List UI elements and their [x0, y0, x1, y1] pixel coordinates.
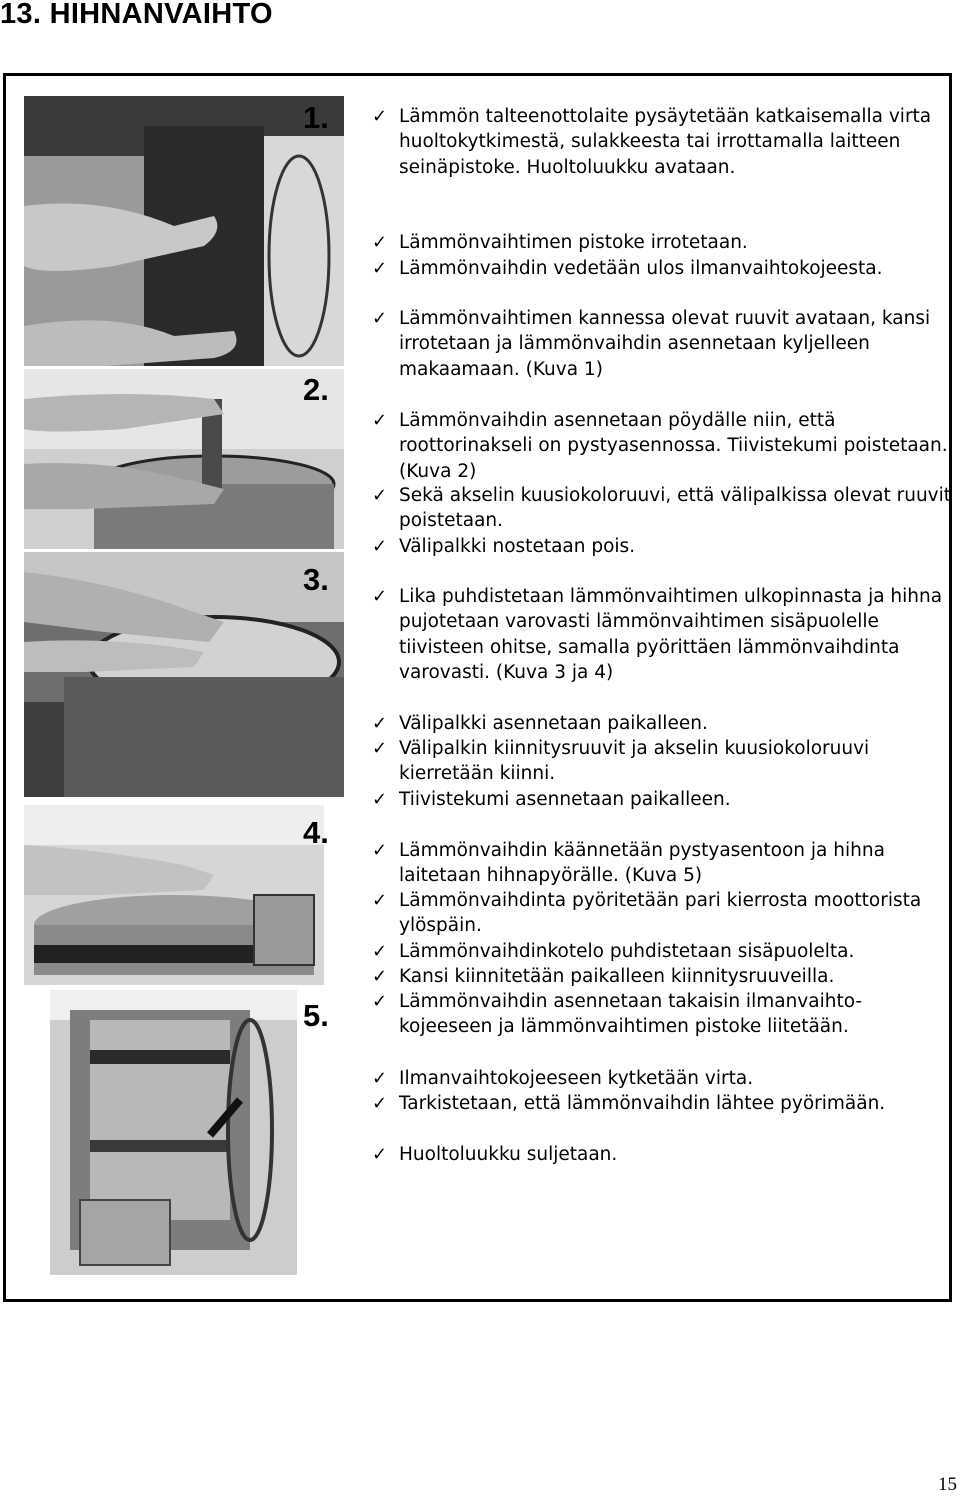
photo-number-1: 1. — [303, 100, 329, 135]
check-icon: ✓ — [372, 738, 388, 759]
step-7 — [372, 534, 954, 559]
step-1 — [372, 104, 954, 180]
check-icon: ✓ — [372, 106, 388, 127]
step-8 — [372, 584, 954, 685]
step-16 — [372, 989, 954, 1040]
photo-4-belt-around-rotor — [24, 805, 324, 985]
step-4 — [372, 306, 954, 382]
step-11 — [372, 787, 954, 812]
step-text: Lämmönvaihdin käännetään pystyasentoon ja hihna laitetaan hihnapyörälle. (Kuva 5) — [399, 840, 885, 887]
step-text: Välipalkin kiinnitysruuvit ja akselin kuusiokoloruuvi kierretään kiinni. — [399, 738, 870, 785]
check-icon: ✓ — [372, 789, 388, 810]
step-text: Tarkistetaan, että lämmönvaihdin lähtee pyörimään. — [399, 1093, 886, 1114]
check-icon: ✓ — [372, 586, 388, 607]
photo-1-opening-unit — [24, 96, 344, 366]
step-19 — [372, 1142, 954, 1167]
check-icon: ✓ — [372, 1144, 388, 1165]
photo-number-2: 2. — [303, 372, 329, 407]
step-14 — [372, 939, 954, 964]
check-icon: ✓ — [372, 713, 388, 734]
check-icon: ✓ — [372, 991, 388, 1012]
step-text: Lämmön talteenottolaite pysäytetään katkaisemalla virta huoltokytkimestä, sulakkeesta tai irrottamalla laitteen seinäpistoke. Huoltoluukku avataan. — [399, 106, 932, 178]
step-text: Lämmönvaihdin asennetaan pöydälle niin, että roottorinakseli on pystyasennossa. Tiivistekumi poistetaan. (Kuva 2) — [399, 410, 948, 482]
check-icon: ✓ — [372, 966, 388, 987]
check-icon: ✓ — [372, 941, 388, 962]
check-icon: ✓ — [372, 308, 388, 329]
check-icon: ✓ — [372, 840, 388, 861]
step-text: Huoltoluukku suljetaan. — [399, 1144, 618, 1165]
page-title: 13. HIHNANVAIHTO — [0, 0, 273, 30]
photo-number-5: 5. — [303, 998, 329, 1033]
step-text: Lämmönvaihdinta pyöritetään pari kierrosta moottorista ylöspäin. — [399, 890, 922, 937]
step-text: Lämmönvaihdin asennetaan takaisin ilmanvaihto-kojeeseen ja lämmönvaihtimen pistoke liitetään. — [399, 991, 863, 1038]
step-text: Ilmanvaihtokojeeseen kytketään virta. — [399, 1068, 754, 1089]
step-text: Kansi kiinnitetään paikalleen kiinnitysruuveilla. — [399, 966, 835, 987]
step-5 — [372, 408, 954, 484]
step-13 — [372, 888, 954, 939]
check-icon: ✓ — [372, 485, 388, 506]
check-icon: ✓ — [372, 890, 388, 911]
check-icon: ✓ — [372, 410, 388, 431]
photo-3-threading-belt — [24, 552, 344, 797]
photo-2-heat-exchanger-on-table — [24, 369, 344, 549]
step-text: Sekä akselin kuusiokoloruuvi, että välipalkissa olevat ruuvit poistetaan. — [399, 485, 952, 532]
step-text: Lämmönvaihdin vedetään ulos ilmanvaihtokojeesta. — [399, 258, 883, 279]
step-text: Lämmönvaihtimen pistoke irrotetaan. — [399, 232, 748, 253]
step-text: Lämmönvaihdinkotelo puhdistetaan sisäpuolelta. — [399, 941, 855, 962]
check-icon: ✓ — [372, 1068, 388, 1089]
page-number: 15 — [938, 1474, 957, 1495]
step-17 — [372, 1066, 954, 1091]
photo-5-belt-on-pulley — [50, 990, 297, 1275]
check-icon: ✓ — [372, 258, 388, 279]
check-icon: ✓ — [372, 1093, 388, 1114]
step-text: Tiivistekumi asennetaan paikalleen. — [399, 789, 731, 810]
step-text: Lämmönvaihtimen kannessa olevat ruuvit avataan, kansi irrotetaan ja lämmönvaihdin asennetaan kyljelleen makaamaan. (Kuva 1) — [399, 308, 931, 380]
step-18 — [372, 1091, 954, 1116]
photo-number-3: 3. — [303, 562, 329, 597]
step-12 — [372, 838, 954, 889]
step-9 — [372, 711, 954, 736]
step-2 — [372, 230, 954, 255]
photo-number-4: 4. — [303, 815, 329, 850]
step-15 — [372, 964, 954, 989]
step-6 — [372, 483, 954, 534]
step-text: Välipalkki asennetaan paikalleen. — [399, 713, 708, 734]
check-icon: ✓ — [372, 536, 388, 557]
step-10 — [372, 736, 954, 787]
step-text: Lika puhdistetaan lämmönvaihtimen ulkopinnasta ja hihna pujotetaan varovasti lämmönvaihtimen sisäpuolelle tiivisteen ohitse, samalla pyörittäen lämmönvaihdinta varovasti. (Kuva 3 ja 4) — [399, 586, 943, 683]
step-3 — [372, 256, 954, 281]
step-text: Välipalkki nostetaan pois. — [399, 536, 636, 557]
check-icon: ✓ — [372, 232, 388, 253]
